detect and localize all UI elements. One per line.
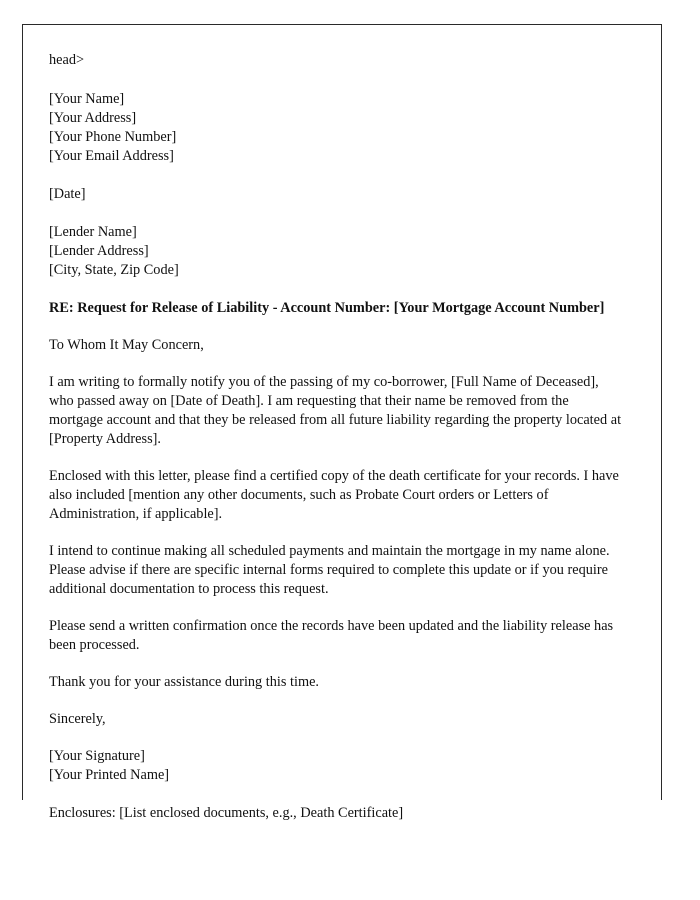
signature-block	[49, 747, 625, 785]
stray-html-fragment: head>	[49, 52, 85, 68]
signature-placeholder-line: [Your Signature]	[49, 747, 145, 764]
date-line: [Date]	[49, 186, 86, 202]
letter-body	[23, 25, 661, 823]
sender-phone-line: [Your Phone Number]	[49, 129, 177, 145]
lender-address-line: [Lender Address]	[49, 243, 149, 259]
date-block	[49, 185, 625, 204]
sender-name-line: [Your Name]	[49, 91, 125, 107]
enclosures-line: Enclosures: [List enclosed documents, e.g., Death Certificate]	[49, 804, 404, 821]
body-paragraph-2: Enclosed with this letter, please find a certified copy of the death certificate for your records. I have also included [mention any other documents, such as Probate Court orders or Letters of Administration, if applicable].	[49, 467, 619, 522]
sender-address-line: [Your Address]	[49, 110, 137, 126]
closing-salutation: Sincerely,	[49, 710, 106, 727]
body-paragraph-1: I am writing to formally notify you of the passing of my co-borrower, [Full Name of Deceased], who passed away on [Date of Death]. I am requesting that their name be removed from the mortgage account and that they be released from all future liability regarding the property located at [Property Address].	[49, 373, 622, 447]
recipient-address-block	[49, 223, 625, 280]
lender-city-state-zip-line: [City, State, Zip Code]	[49, 262, 179, 278]
body-paragraph-3: I intend to continue making all scheduled payments and maintain the mortgage in my name alone. Please advise if there are specific internal forms required to complete this update or if you require additional documentation to process this request.	[49, 542, 610, 597]
body-paragraph-4: Please send a written confirmation once the records have been updated and the liability release has been processed.	[49, 617, 614, 653]
sender-email-line: [Your Email Address]	[49, 148, 174, 164]
printed-name-line: [Your Printed Name]	[49, 766, 170, 783]
sender-address-block	[49, 90, 625, 166]
document-page	[22, 24, 662, 821]
lender-name-line: [Lender Name]	[49, 224, 137, 240]
body-paragraph-5: Thank you for your assistance during this time.	[49, 673, 320, 690]
subject-line: RE: Request for Release of Liability - Account Number: [Your Mortgage Account Number]	[49, 300, 605, 316]
salutation: To Whom It May Concern,	[49, 336, 204, 353]
